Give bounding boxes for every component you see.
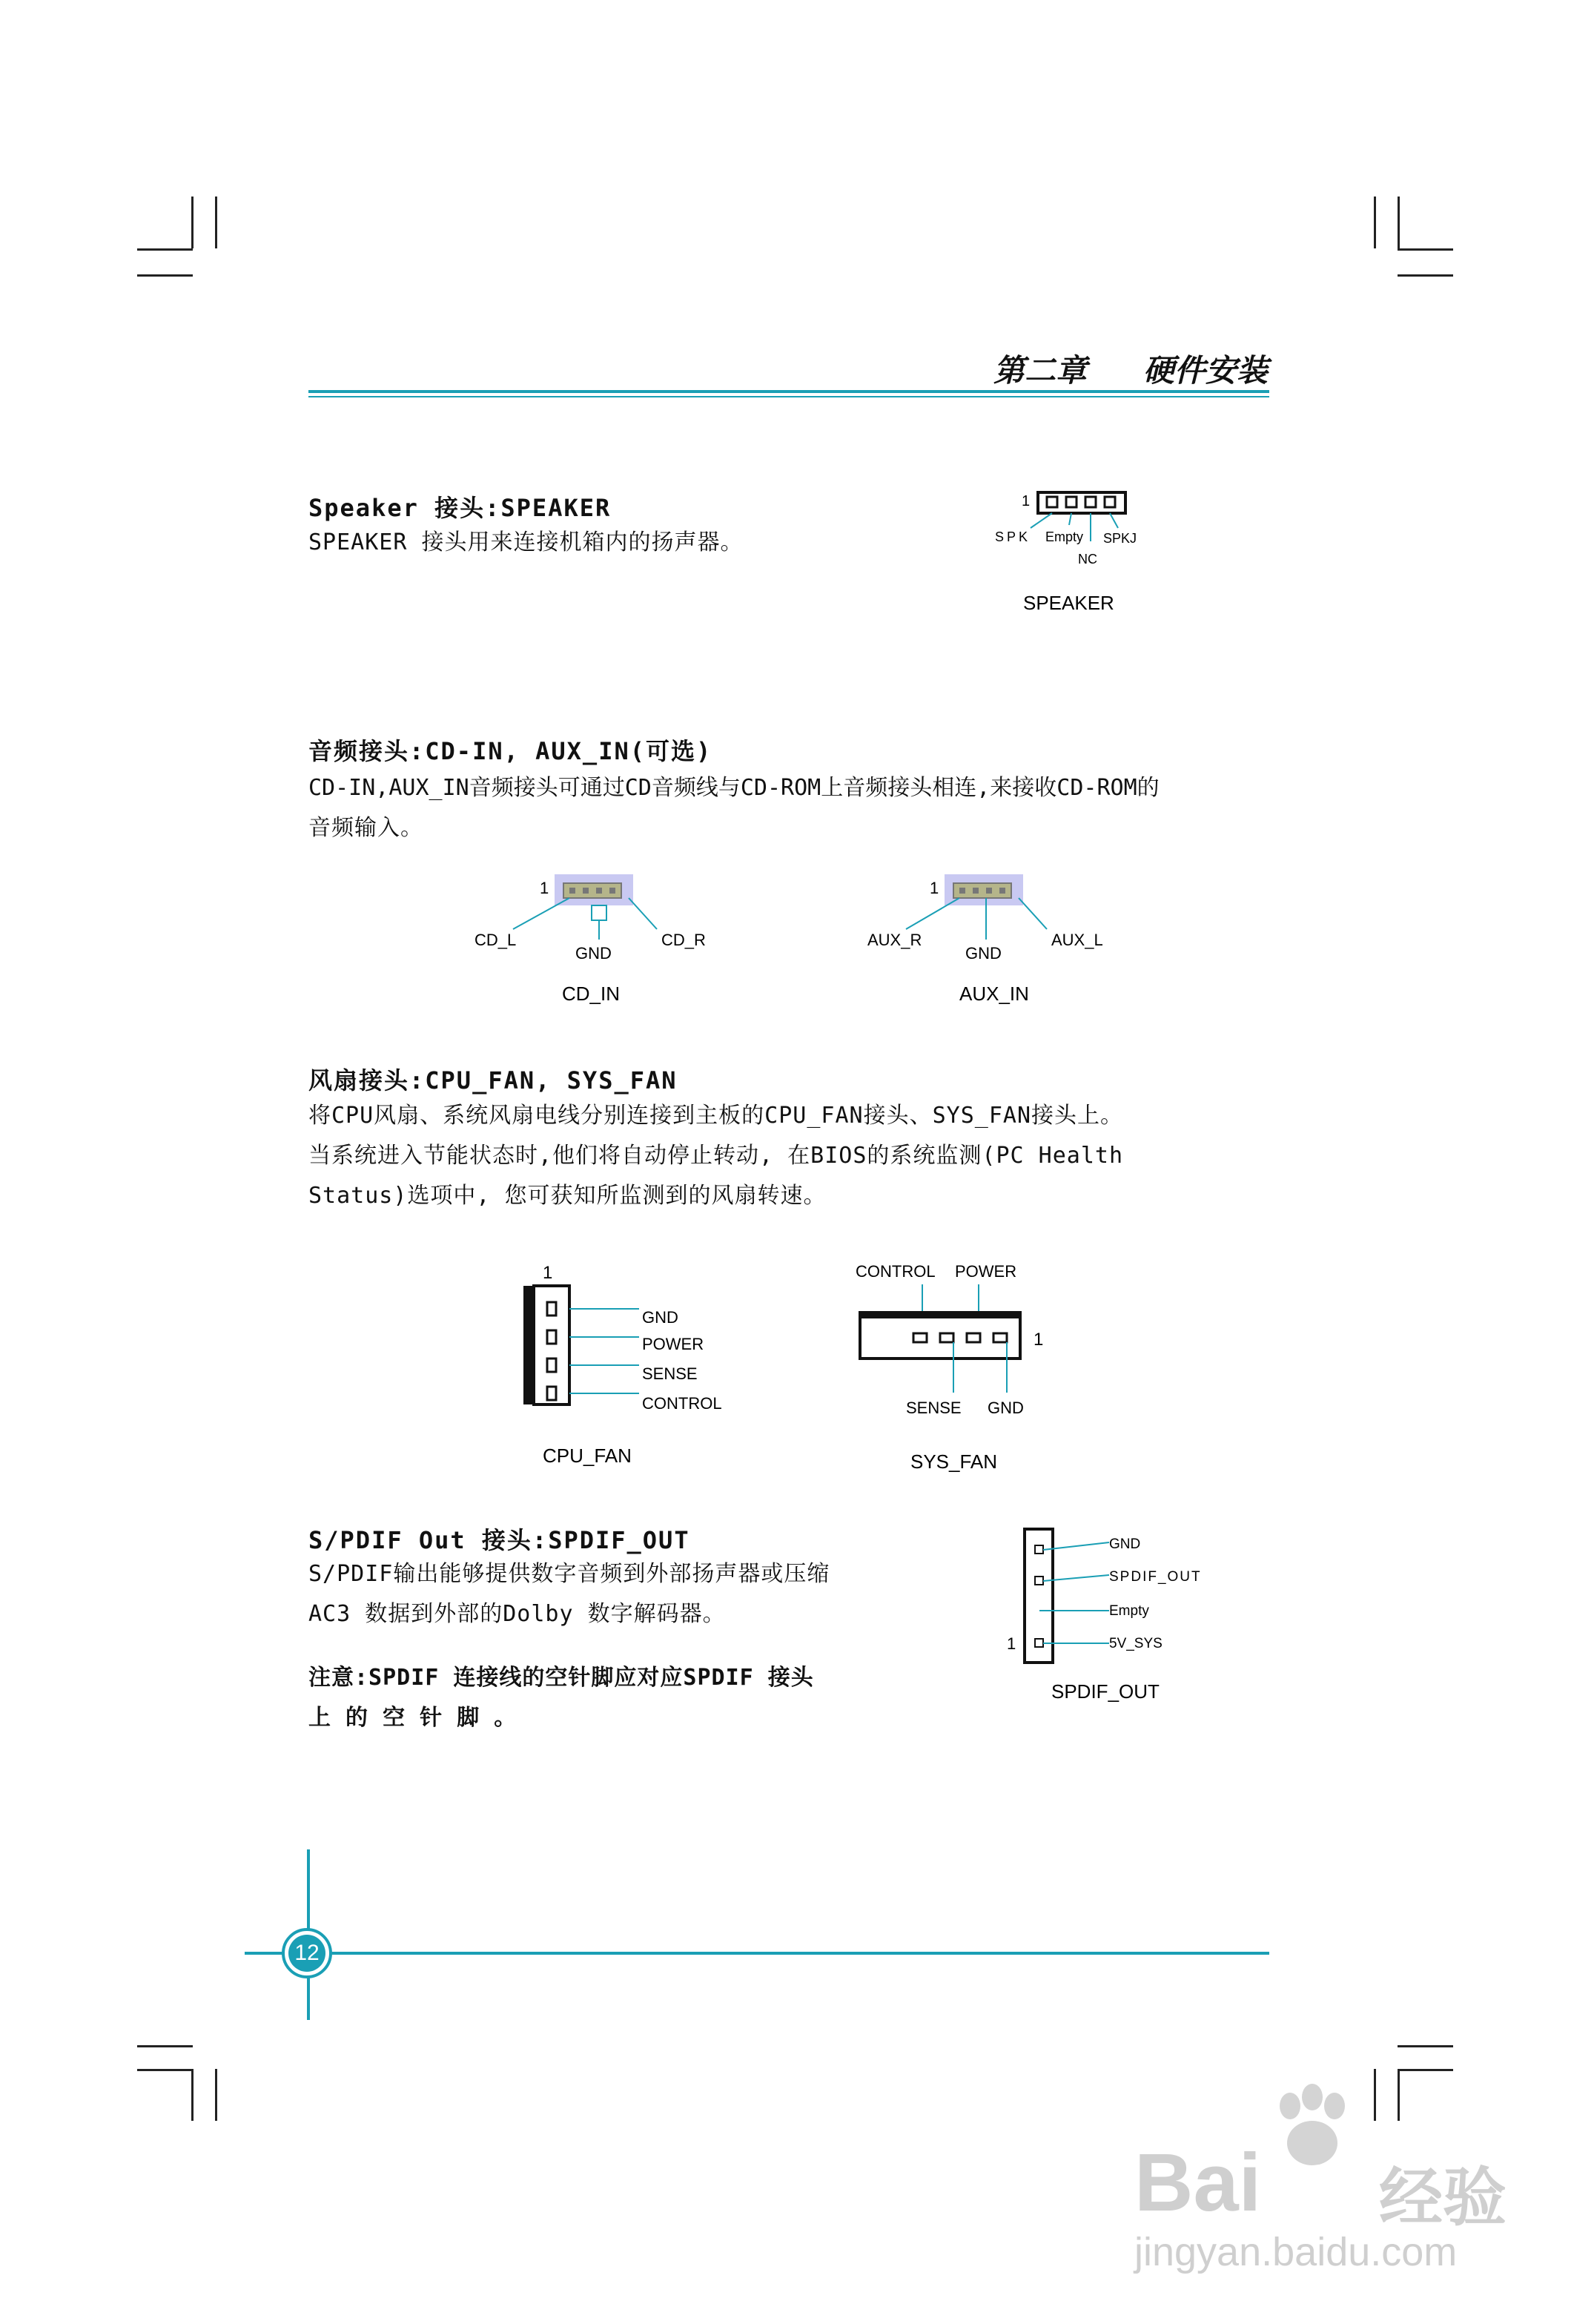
crop-mark <box>1374 197 1376 248</box>
spdif-pin <box>1035 1639 1043 1647</box>
aux-in-lead <box>906 898 959 929</box>
sys-fan-power-label: POWER <box>955 1262 1017 1281</box>
aux-in-pin <box>986 888 992 894</box>
spdif-diagram <box>993 1520 1231 1713</box>
audio-text-line2: 音频输入。 <box>308 815 423 841</box>
speaker-lead <box>1110 513 1118 528</box>
crop-mark <box>137 248 193 251</box>
cd-in-lead <box>513 898 569 929</box>
audio-heading: 音频接头:CD-IN, AUX_IN(可选) <box>308 737 712 765</box>
spdif-pin <box>1035 1545 1043 1554</box>
crop-mark <box>191 197 194 248</box>
crop-mark <box>137 2045 193 2047</box>
page-number-inner <box>288 1935 325 1972</box>
speaker-caption: SPEAKER <box>1023 592 1114 614</box>
sys-fan-caption: SYS_FAN <box>910 1450 998 1473</box>
paw-icon <box>1268 2084 1357 2173</box>
page-number: 12 <box>294 1941 320 1965</box>
speaker-nc-label: NC <box>1078 552 1097 567</box>
cd-in-pin <box>609 888 615 894</box>
crop-mark <box>1398 248 1453 251</box>
chapter-header <box>993 343 1268 395</box>
cd-in-diagram <box>460 864 741 1012</box>
cpu-fan-power-label: POWER <box>642 1335 704 1353</box>
spdif-pin1-label: 1 <box>1007 1634 1016 1653</box>
spdif-empty-label: Empty <box>1109 1603 1149 1619</box>
crop-mark <box>1398 2069 1453 2071</box>
spdif-text-line1: S/PDIF输出能够提供数字音频到外部扬声器或压缩 <box>308 1561 830 1587</box>
speaker-empty-label: Empty <box>1045 529 1084 544</box>
cpu-fan-diagram <box>512 1253 764 1476</box>
spdif-note-line1: 注意:SPDIF 连接线的空针脚应对应SPDIF 接头 <box>308 1665 814 1691</box>
aux-in-pin1-label: 1 <box>930 879 939 897</box>
sys-fan-pin <box>913 1333 927 1342</box>
chapter-label: 第二章 <box>993 352 1088 389</box>
page-number-badge <box>282 1928 332 1978</box>
sys-fan-diagram <box>845 1253 1082 1476</box>
cd-in-lead <box>629 898 657 929</box>
sys-fan-pin1-label: 1 <box>1034 1330 1044 1350</box>
footer-rule <box>245 1952 1269 1955</box>
crop-mark <box>1398 274 1453 277</box>
crop-mark <box>137 2069 193 2071</box>
cpu-fan-control-label: CONTROL <box>642 1394 722 1413</box>
cpu-fan-caption: CPU_FAN <box>543 1445 632 1467</box>
aux-in-caption: AUX_IN <box>959 983 1029 1005</box>
speaker-pin <box>1047 497 1057 507</box>
cd-in-gnd-label: GND <box>575 944 612 963</box>
aux-in-left-label: AUX_R <box>867 931 922 949</box>
speaker-pin <box>1085 497 1096 507</box>
sys-fan-control-label: CONTROL <box>856 1262 936 1281</box>
cpu-fan-pin <box>547 1330 556 1344</box>
crop-mark <box>191 2069 194 2121</box>
cd-in-pin <box>569 888 575 894</box>
watermark-brand: Bai <box>1134 2137 1262 2228</box>
aux-in-pin <box>959 888 965 894</box>
sys-fan-sense-label: SENSE <box>906 1399 962 1417</box>
spdif-out-label: SPDIF_OUT <box>1109 1569 1202 1585</box>
sys-fan-pin <box>940 1333 953 1342</box>
spdif-5v-label: 5V_SYS <box>1109 1636 1163 1651</box>
sys-fan-gnd-label: GND <box>988 1399 1024 1417</box>
speaker-lead <box>1031 513 1052 528</box>
chapter-title: 硬件安装 <box>1142 352 1268 389</box>
speaker-lead <box>1069 513 1071 525</box>
crop-mark <box>1398 197 1400 248</box>
spdif-pin <box>1035 1577 1043 1585</box>
cpu-fan-sense-label: SENSE <box>642 1364 698 1383</box>
cpu-fan-pin1-label: 1 <box>543 1263 553 1283</box>
speaker-diagram <box>986 482 1179 623</box>
sys-fan-pin <box>967 1333 980 1342</box>
header-rule <box>308 390 1269 393</box>
speaker-pin1-label: 1 <box>1022 493 1031 509</box>
cd-in-left-label: CD_L <box>474 931 517 949</box>
speaker-heading: Speaker 接头:SPEAKER <box>308 494 612 522</box>
crop-mark <box>215 2069 217 2121</box>
speaker-pin <box>1066 497 1077 507</box>
speaker-text: SPEAKER 接头用来连接机箱内的扬声器。 <box>308 529 744 555</box>
crop-mark <box>215 197 217 248</box>
cpu-fan-pin <box>547 1387 556 1400</box>
cd-in-pin1-label: 1 <box>540 879 549 897</box>
aux-in-pin <box>999 888 1005 894</box>
spdif-gnd-label: GND <box>1109 1536 1141 1552</box>
crop-mark <box>137 274 193 277</box>
cd-in-right-label: CD_R <box>661 931 706 949</box>
fan-heading: 风扇接头:CPU_FAN, SYS_FAN <box>308 1066 678 1095</box>
aux-in-pin <box>973 888 979 894</box>
cpu-fan-pin <box>547 1359 556 1372</box>
aux-in-right-label: AUX_L <box>1051 931 1103 949</box>
spdif-heading: S/PDIF Out 接头:SPDIF_OUT <box>308 1526 690 1554</box>
audio-text-line1: CD-IN,AUX_IN音频接头可通过CD音频线与CD-ROM上音频接头相连,来接收CD-ROM的 <box>308 775 1160 801</box>
crop-mark <box>1398 2045 1453 2047</box>
cpu-fan-pin <box>547 1302 556 1315</box>
cd-in-pin <box>583 888 589 894</box>
watermark-brand-cn: 经验 <box>1379 2161 1507 2235</box>
cpu-fan-gnd-label: GND <box>642 1308 678 1327</box>
speaker-pin <box>1105 497 1115 507</box>
spdif-text-line2: AC3 数据到外部的Dolby 数字解码器。 <box>308 1601 726 1627</box>
baidu-watermark <box>1134 2084 1520 2274</box>
sys-fan-pin <box>993 1333 1007 1342</box>
aux-in-gnd-label: GND <box>965 944 1002 963</box>
cd-in-pin <box>596 888 602 894</box>
header-rule-thin <box>308 396 1269 397</box>
cd-in-caption: CD_IN <box>562 983 621 1005</box>
fan-text-line3: Status)选项中, 您可获知所监测到的风扇转速。 <box>308 1183 827 1209</box>
spdif-note-line2: 上 的 空 针 脚 。 <box>308 1705 517 1731</box>
spdif-caption: SPDIF_OUT <box>1051 1680 1160 1703</box>
aux-in-lead <box>1019 898 1047 929</box>
cd-in-latch <box>592 905 606 920</box>
watermark-url: jingyan.baidu.com <box>1134 2230 1458 2274</box>
aux-in-diagram <box>853 864 1149 1012</box>
fan-text-line1: 将CPU风扇、系统风扇电线分别连接到主板的CPU_FAN接头、SYS_FAN接头上。 <box>308 1103 1124 1129</box>
fan-text-line2: 当系统进入节能状态时,他们将自动停止转动, 在BIOS的系统监测(PC Health <box>308 1143 1124 1169</box>
speaker-spk-label: SPK <box>995 529 1031 544</box>
speaker-spkj-label: SPKJ <box>1103 531 1137 546</box>
